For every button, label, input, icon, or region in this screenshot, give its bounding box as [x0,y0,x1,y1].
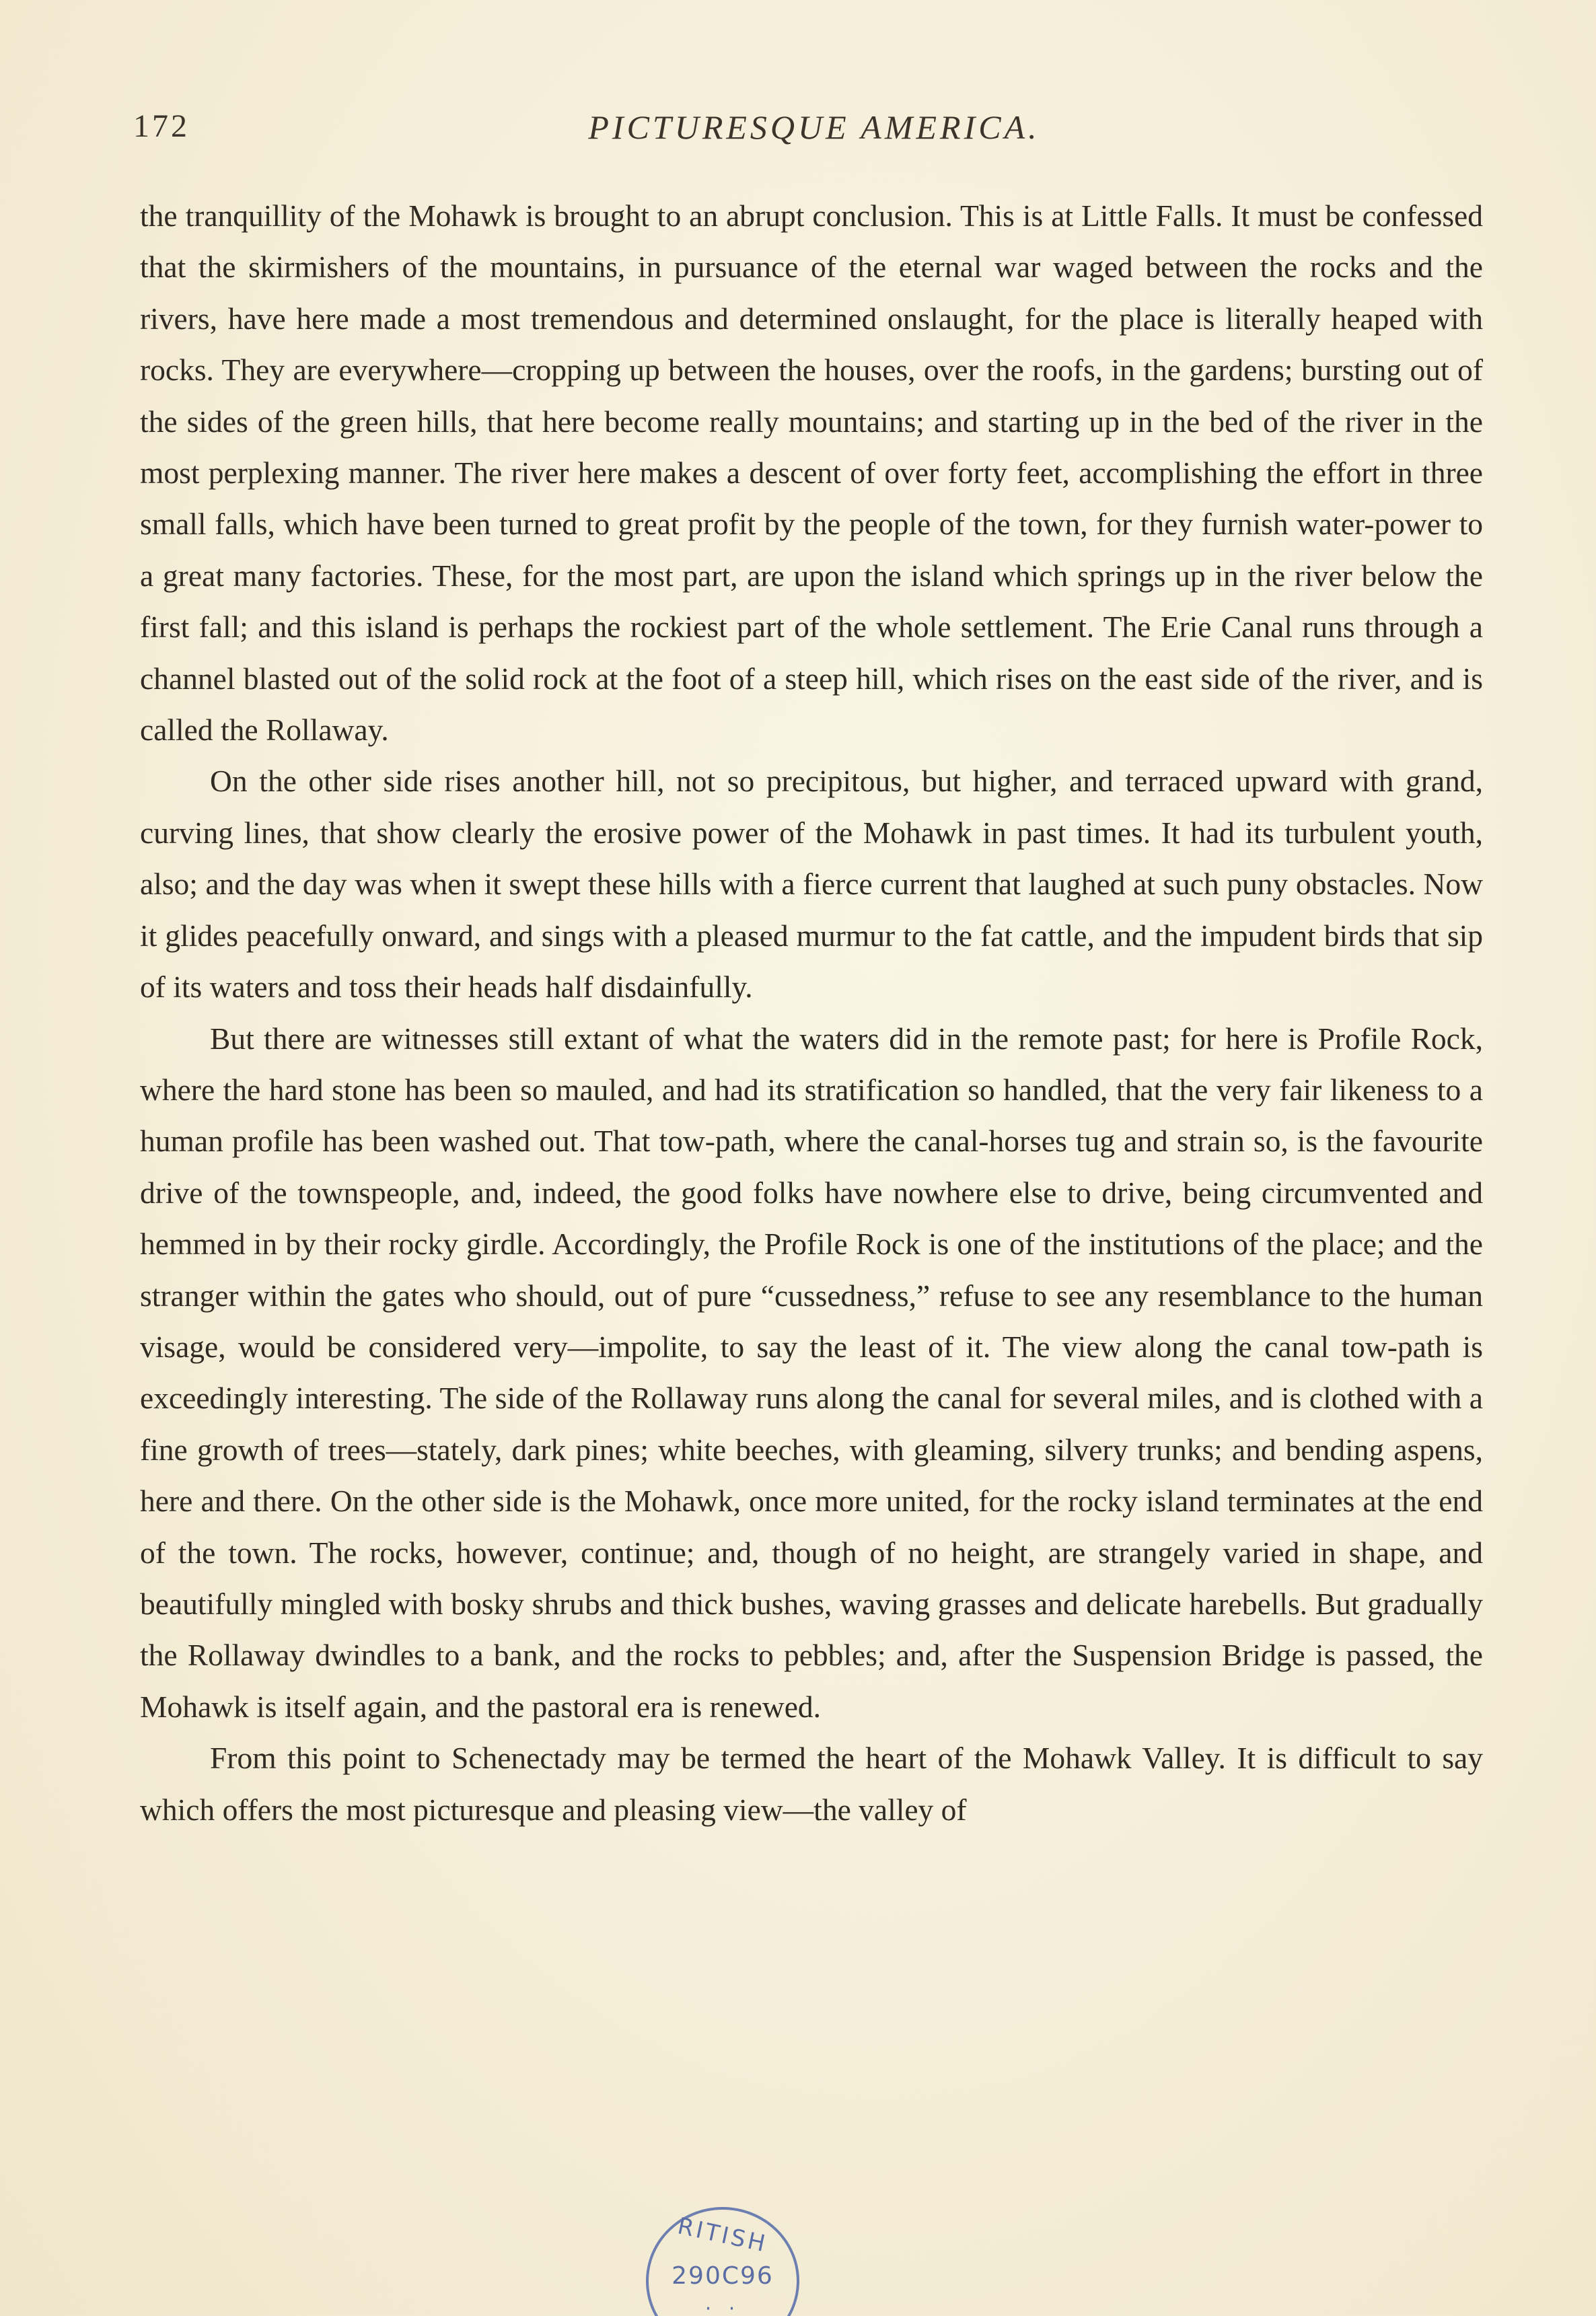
paragraph-4: From this point to Schenectady may be termed the heart of the Mohawk Valley. It is difficult to say which offers the most picturesque and pleasing view—the valley of [140,1741,1483,1827]
stamp-bottom-text: · · [704,2297,741,2316]
stamp-number: 290C96 [672,2262,774,2290]
page-number: 172 [133,108,190,144]
running-head [133,108,1495,155]
body-text [140,190,1483,1836]
paragraph-2: On the other side rises another hill, not so precipitous, but higher, and terraced upward with grand, curving lines, that show clearly the erosive power of the Mohawk in past times. It had its turbulent youth, also; and the day was when it swept these hills with a fierce current that laughed at such puny obstacles. Now it glides peacefully onward, and sings with a pleased murmur to the fat cattle, and the impudent birds that sip of its waters and toss their heads half disdainfully. [140,764,1483,1005]
page-header-title: PICTURESQUE AMERICA. [588,108,1040,146]
paragraph-1: the tranquillity of the Mohawk is brought to an abrupt conclusion. This is at Little Falls. It must be confessed that the skirmishers of the mountains, in pursuance of the eternal war waged between the rocks and the rivers, have here made a most tremendous and determined onslaught, for the place is literally heaped with rocks. They are everywhere—cropping up between the houses, over the roofs, in the gardens; bursting out of the sides of the green hills, that here become really mountains; and starting up in the bed of the river in the most perplexing manner. The river here makes a descent of over forty feet, accomplishing the effort in three small falls, which have been turned to great profit by the people of the town, for they furnish water-power to a great many factories. These, for the most part, are upon the island which springs up in the river below the first fall; and this island is perhaps the rockiest part of the whole settlement. The Erie Canal runs through a channel blasted out of the solid rock at the foot of a steep hill, which rises on the east side of the river, and is called the Rollaway. [140,198,1483,748]
library-stamp [646,2207,799,2316]
paragraph-3: But there are witnesses still extant of what the waters did in the remote past; for here is Profile Rock, where the hard stone has been so mauled, and had its stratification so handled, that the very fair likeness to a human profile has been washed out. That tow-path, where the canal-horses tug and strain so, is the favourite drive of the townspeople, and, indeed, the good folks have nowhere else to drive, being circumvented and hemmed in by their rocky girdle. Accordingly, the Profile Rock is one of the institutions of the place; and the stranger within the gates who should, out of pure “cussedness,” refuse to see any resemblance to the human visage, would be considered very—impolite, to say the least of it. The view along the canal tow-path is exceedingly interesting. The side of the Rollaway runs along the canal for several miles, and is clothed with a fine growth of trees—stately, dark pines; white beeches, with gleaming, silvery trunks; and bending aspens, here and there. On the other side is the Mohawk, once more united, for the rocky island terminates at the end of the town. The rocks, however, continue; and, though of no height, are strangely varied in shape, and beautifully mingled with bosky shrubs and thick bushes, waving grasses and delicate harebells. But gradually the Rollaway dwindles to a bank, and the rocks to pebbles; and, after the Suspension Bridge is passed, the Mohawk is itself again, and the pastoral era is renewed. [140,1021,1483,1724]
stamp-top-text: RITISH [675,2212,770,2258]
